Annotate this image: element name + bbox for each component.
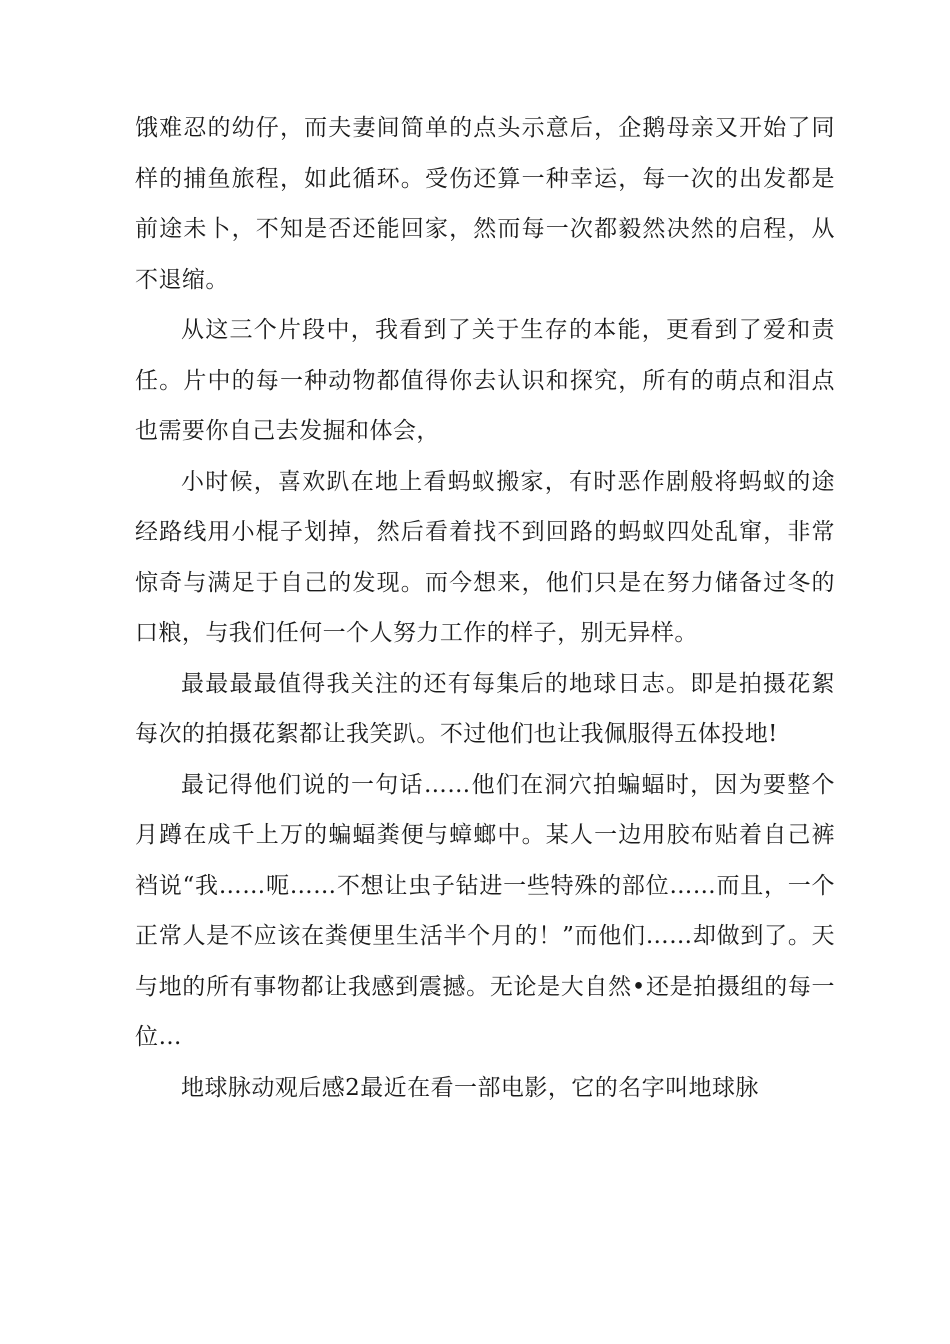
paragraph-earth-diaries: 最最最最值得我关注的还有每集后的地球日志。即是拍摄花絮每次的拍摄花絮都让我笑趴。不过他们也让我佩服得五体投地! (135, 670, 835, 747)
paragraph-ants-childhood: 小时候，喜欢趴在地上看蚂蚁搬家，有时恶作剧般将蚂蚁的途经路线用小棍子划掉，然后看着找不到回路的蚂蚁四处乱窜，非常惊奇与满足于自己的发现。而今想来，他们只是在努力储备过冬的口粮，与我们任何一个人努力工作的样子，别无异样。 (135, 468, 835, 646)
paragraph-penguin-journey: 饿难忍的幼仔，而夫妻间简单的点头示意后，企鹅母亲又开始了同样的捕鱼旅程，如此循环。受伤还算一种幸运，每一次的出发都是前途未卜，不知是否还能回家，然而每一次都毅然决然的启程，从不退缩。 (135, 115, 835, 293)
paragraph-bat-cave: 最记得他们说的一句话……他们在洞穴拍蝙蝠时，因为要整个月蹲在成千上万的蝙蝠粪便与蟑螂中。某人一边用胶布贴着自己裤裆说“我……呃……不想让虫子钻进一些特殊的部位……而且，一个正常人是不应该在粪便里生活半个月的！”而他们……却做到了。天与地的所有事物都让我感到震撼。无论是大自然•还是拍摄组的每一位… (135, 771, 835, 1050)
paragraph-love-and-responsibility: 从这三个片段中，我看到了关于生存的本能，更看到了爱和责任。片中的每一种动物都值得你去认识和探究，所有的萌点和泪点也需要你自己去发掘和体会， (135, 317, 835, 444)
document-body (135, 103, 835, 1113)
paragraph-review-2-intro: 地球脉动观后感2最近在看一部电影，它的名字叫地球脉 (181, 1074, 759, 1101)
